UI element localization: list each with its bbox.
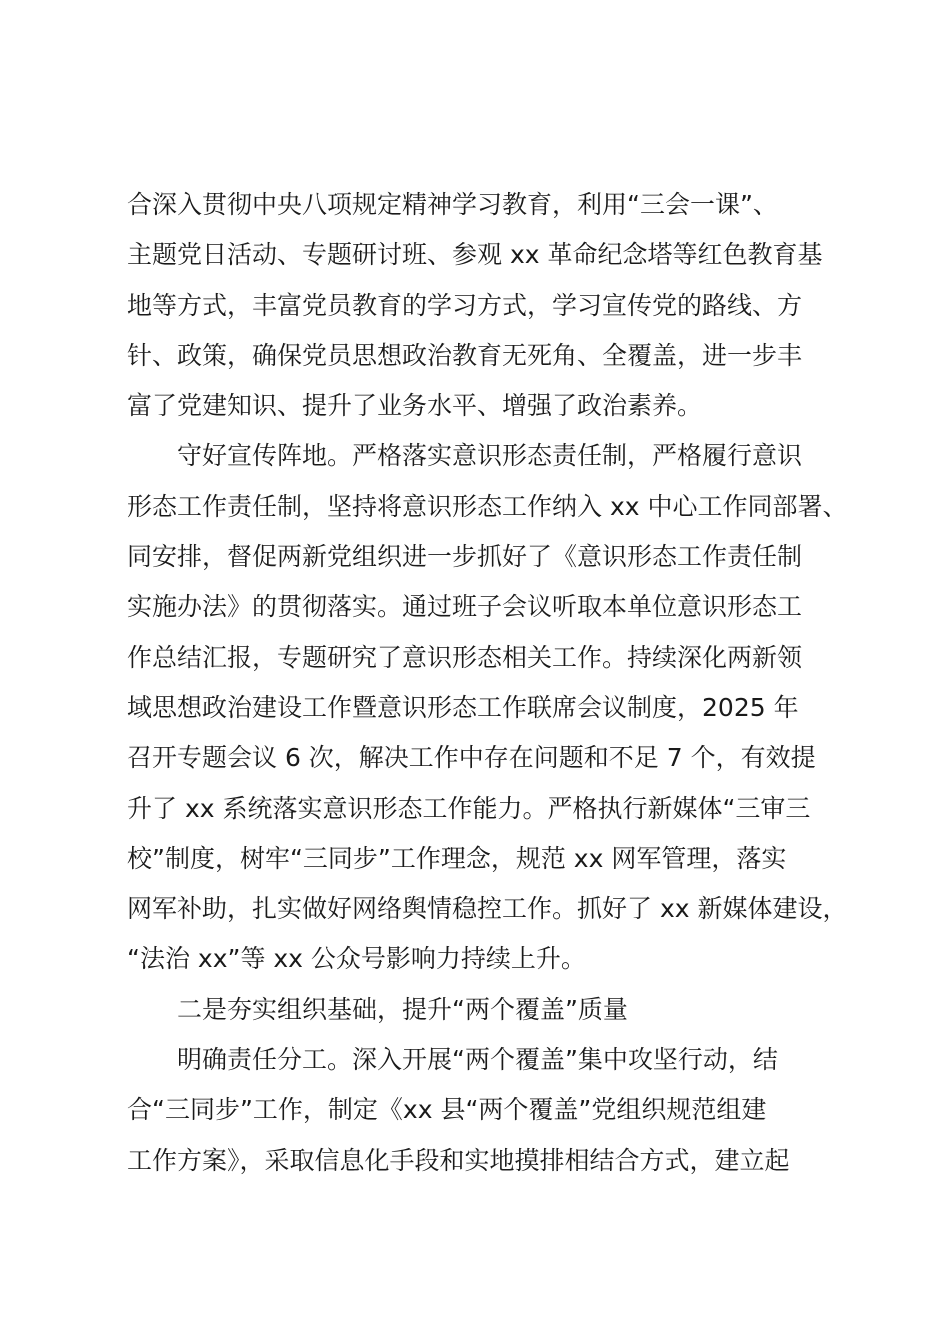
paragraph-4-line-2: 合“三同步”工作，制定《xx 县“两个覆盖”党组织规范组建	[127, 1095, 767, 1125]
paragraph-1-line-2: 主题党日活动、专题研讨班、参观 xx 革命纪念塔等红色教育基	[127, 240, 823, 270]
paragraph-2-line-11: “法治 xx”等 xx 公众号影响力持续上升。	[127, 944, 586, 974]
paragraph-2-line-6: 域思想政治建设工作暨意识形态工作联席会议制度，2025 年	[127, 692, 799, 722]
paragraph-2-line-9: 校”制度，树牢“三同步”工作理念，规范 xx 网军管理，落实	[127, 843, 787, 873]
paragraph-2-line-4: 实施办法》的贯彻落实。通过班子会议听取本单位意识形态工	[127, 592, 803, 622]
paragraph-1-line-1: 合深入贯彻中央八项规定精神学习教育，利用“三会一课”、	[127, 190, 778, 219]
paragraph-2-line-7: 召开专题会议 6 次，解决工作中存在问题和不足 7 个，有效提	[127, 743, 816, 773]
paragraph-2-line-5: 作总结汇报，专题研究了意识形态相关工作。持续深化两新领	[127, 642, 803, 672]
section-heading: 二是夯实组织基础，提升“两个覆盖”质量	[177, 994, 628, 1024]
paragraph-4-line-1: 明确责任分工。深入开展“两个覆盖”集中攻坚行动，结	[177, 1045, 778, 1075]
paragraph-2-line-8: 升了 xx 系统落实意识形态工作能力。严格执行新媒体“三审三	[127, 793, 811, 823]
paragraph-2-line-3: 同安排，督促两新党组织进一步抓好了《意识形态工作责任制	[127, 542, 803, 572]
paragraph-1-line-5: 富了党建知识、提升了业务水平、增强了政治素养。	[127, 391, 703, 421]
paragraph-4-line-3: 工作方案》，采取信息化手段和实地摸排相结合方式，建立起	[127, 1145, 790, 1175]
paragraph-2-line-2: 形态工作责任制，坚持将意识形态工作纳入 xx 中心工作同部署、	[127, 491, 848, 521]
paragraph-2-line-10: 网军补助，扎实做好网络舆情稳控工作。抓好了 xx 新媒体建设，	[127, 894, 848, 924]
document-body	[127, 180, 848, 1186]
paragraph-1-line-3: 地等方式，丰富党员教育的学习方式，学习宣传党的路线、方	[127, 290, 803, 320]
paragraph-1-line-4: 针、政策，确保党员思想政治教育无死角、全覆盖，进一步丰	[127, 340, 803, 370]
paragraph-2-line-1: 守好宣传阵地。严格落实意识形态责任制，严格履行意识	[177, 441, 803, 471]
